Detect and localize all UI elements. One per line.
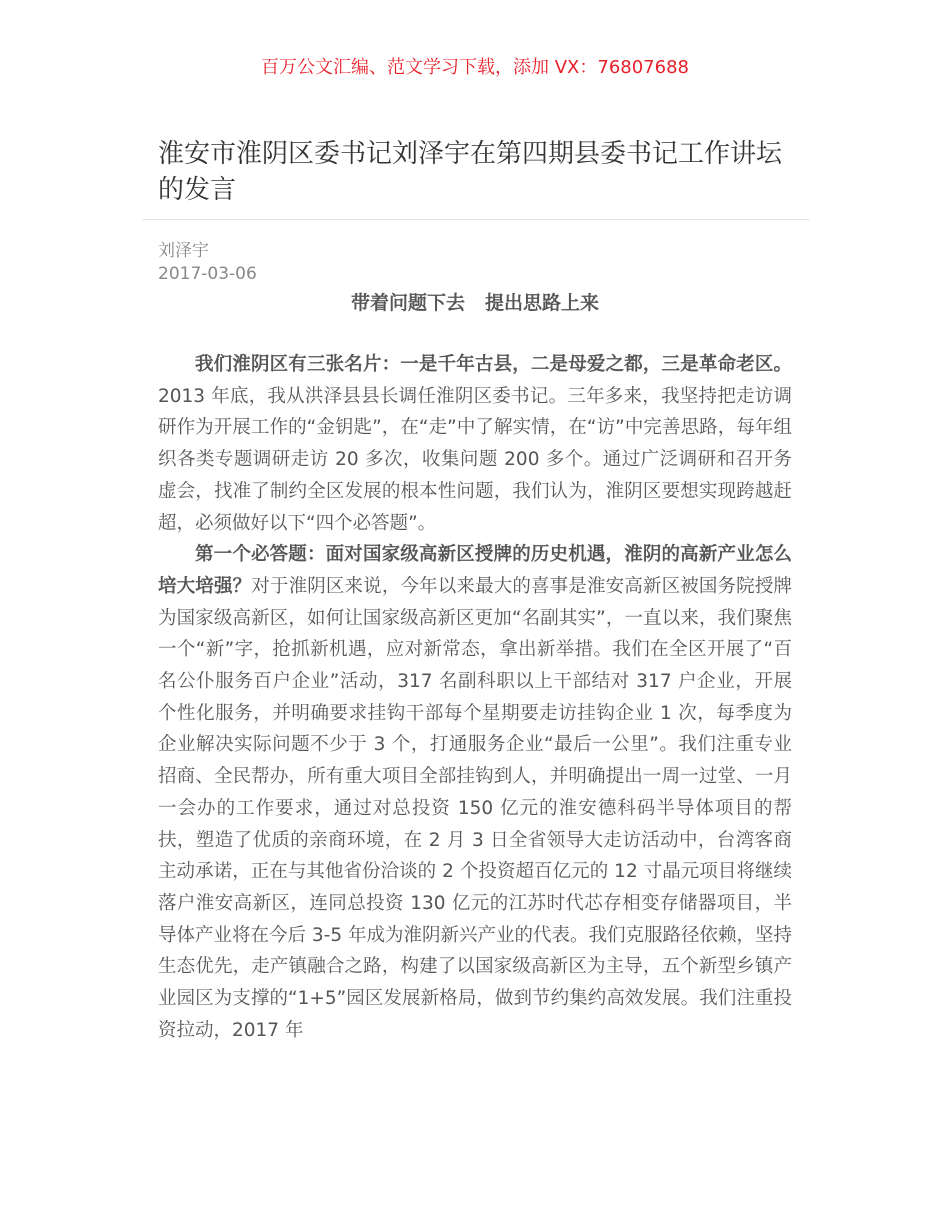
article-subtitle [0,290,950,316]
paragraph-1 [158,349,792,539]
paragraph-2 [158,539,792,1046]
article-author: 刘泽宇 [158,241,209,261]
paragraph-1-lead: 我们淮阴区有三张名片：一是千年古县，二是母爱之都，三是革命老区。 [195,354,792,375]
subtitle-part-2: 提出思路上来 [485,292,600,314]
paragraph-1-text: 2013 年底，我从洪泽县县长调任淮阴区委书记。三年多来，我坚持把走访调研作为开展工作的“金钥匙”，在“走”中了解实情，在“访”中完善思路，每年组织各类专题调研走访 20 多次，收集问题 200 多个。通过广泛调研和召开务虚会，找准了制约全区发展的根本性问题，我们认为，淮阴区要想实现跨越赶超，必须做好以下“四个必答题”。 [158,385,792,534]
article-title: 淮安市淮阴区委书记刘泽宇在第四期县委书记工作讲坛的发言 [158,139,783,205]
article-body [158,349,792,1046]
paragraph-2-lead: 第一个必答题：面对国家级高新区授牌的历史机遇，淮阴的高新产业怎么培大培强？ [158,544,792,597]
title-divider [142,219,810,220]
header-banner: 百万公文汇编、范文学习下载，添加 VX：76807688 [261,57,689,78]
paragraph-2-text: 对于淮阴区来说，今年以来最大的喜事是淮安高新区被国务院授牌为国家级高新区，如何让国家级高新区更加“名副其实”，一直以来，我们聚焦一个“新”字，抢抓新机遇，应对新常态，拿出新举措。我们在全区开展了“百名公仆服务百户企业”活动，317 名副科职以上干部结对 317 户企业，开展个性化服务，并明确要求挂钩干部每个星期要走访挂钩企业 1 次，每季度为企业解决实际问题不少于 3 个，打通服务企业“最后一公里”。我们注重专业招商、全民帮办，所有重大项目全部挂钩到人，并明确提出一周一过堂、一月一会办的工作要求，通过对总投资 150 亿元的淮安德科码半导体项目的帮扶，塑造了优质的亲商环境，在 2 月 3 日全省领导大走访活动中，台湾客商主动承诺，正在与其他省份洽谈的 2 个投资超百亿元的 12 寸晶元项目将继续落户淮安高新区，连同总投资 130 亿元的江苏时代芯存相变存储器项目，半导体产业将在今后 3-5 年成为淮阴新兴产业的代表。我们克服路径依赖，坚持生态优先，走产镇融合之路，构建了以国家级高新区为主导，五个新型乡镇产业园区为支撑的“1+5”园区发展新格局，做到节约集约高效发展。我们注重投资拉动，2017 年 [158,575,792,1041]
subtitle-part-1: 带着问题下去 [350,292,465,314]
article-date: 2017-03-06 [158,264,257,284]
